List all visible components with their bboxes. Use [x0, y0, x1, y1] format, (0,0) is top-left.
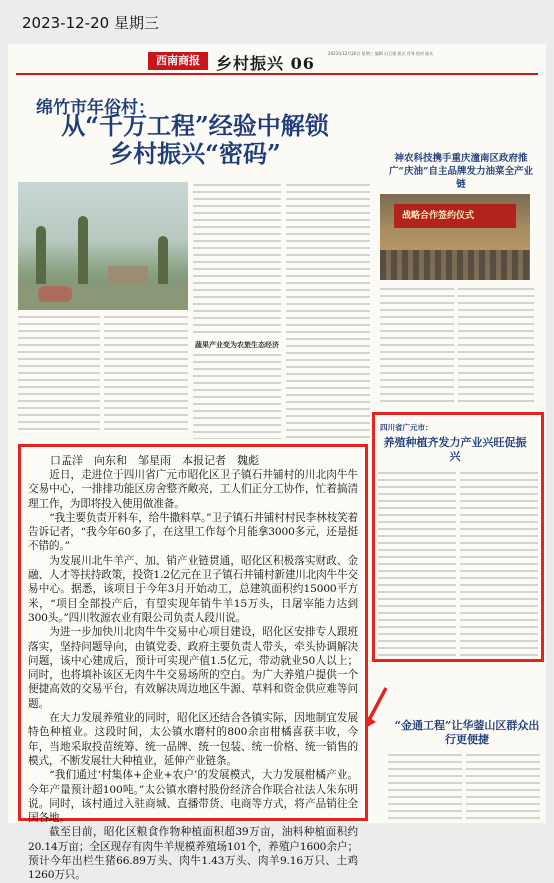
lead-subhead: 蔬果产业变为农旅生态经济 — [195, 340, 279, 349]
lead-headline: 从“千万工程”经验中解锁乡村振兴“密码” — [61, 111, 329, 168]
body-text-col — [458, 288, 534, 406]
body-text-col — [193, 354, 281, 439]
body-text-col — [193, 184, 281, 334]
body-text-col — [104, 316, 188, 434]
body-text-col — [380, 288, 454, 406]
photo-banner-text: 战略合作签约仪式 — [402, 211, 475, 221]
article-paragraph: “我主要负责开料车，给牛撒料草。”卫子镇石井铺村村民李林枝笑着告诉记者，“我今年60多了，在这里工作每个月能拿3000多元，还是挺不错的。” — [28, 511, 358, 553]
masthead — [8, 44, 546, 74]
edition-info: 2023年12月20日 星期三 编辑 冯卫强 版式 肖琴 校对 陈凡 — [328, 51, 434, 56]
article-paragraph: 为进一步加快川北肉牛牛交易中心项目建设，昭化区安排专人跟班落实，坚持问题导向，由镇党委、政府主要负责人带头，牵头协调解决问题，该中心建成后，预计可实现产值1.5亿元，带动就业50人以上；同时，也将填补该区无肉牛牛交易场所的空白。为广大养殖户提供一个便捷高效的交易平台，有效解决周边地区牛源、草料和资金供应难等问题。 — [28, 626, 358, 710]
lead-kicker: 绵竹市年俗村： — [36, 98, 155, 118]
article-paragraph: 截至目前，昭化区粮食作物种植面积超39万亩，油料种植面积约20.14万亩；全区现存有肉牛羊规模养殖场101个，养殖户1600余户；预计今年出栏生猪66.89万头、肉牛1.43万头、肉羊9.16万只、土鸡1260万只。 — [28, 826, 358, 882]
body-text-col — [460, 472, 538, 658]
status-date: 2023-12-20 星期三 — [22, 14, 159, 32]
box-kicker: 四川省广元市： — [380, 423, 433, 432]
section-title: 乡村振兴 06 — [216, 54, 315, 73]
article-paragraph: “我们通过‘村集体+企业+农户’的发展模式，大力发展柑橘产业。今年产量预计超100吨。”太公镇水磨村股份经济合作联合社法人朱东明说。同时，该村通过入驻商城、直播带货、电商等方式，将产品销往全国各地。 — [28, 769, 358, 825]
newspaper-page — [8, 44, 546, 882]
article-paragraph: 在大力发展养殖业的同时，昭化区还结合各镇实际，因地制宜发展特色种植业。这段时间，太公镇水磨村的800余亩柑橘喜获丰收，今年，当地采取投苗统筹、统一品牌、统一包装、统一价格、统一销售的模式，不断发展壮大种植业，延伸产业链条。 — [28, 712, 358, 767]
village-photo — [18, 182, 188, 310]
body-text-col — [286, 184, 370, 439]
featured-article — [18, 444, 368, 882]
paper-logo: 西南商报 — [148, 52, 208, 70]
body-text-col — [378, 472, 456, 658]
body-text-col — [466, 754, 540, 822]
right-top-headline: 神农科技携手重庆潼南区政府推广“庆油”自主品牌发力油菜全产业链 — [389, 153, 533, 190]
body-text-col — [388, 754, 462, 822]
box-headline: 养殖种植齐发力产业兴旺促振兴 — [383, 436, 527, 463]
bottom-headline: “金通工程”让华蓥山区群众出行更便捷 — [394, 719, 540, 746]
article-paragraph: 近日，走进位于四川省广元市昭化区卫子镇石井铺村的川北肉牛牛交易中心，一排排功能区房舍整齐敞亮，工人们正分工协作，忙着搞清理工作，为即将投入使用做准备。 — [28, 469, 358, 510]
article-byline: 口孟洋 向东和 邹星雨 本报记者 魏彪 — [50, 454, 259, 467]
article-paragraph: 为发展川北牛羊产、加、销产业链贯通，昭化区积极落实财政、金融、人才等扶持政策，投资1.2亿元在卫子镇石井铺村新建川北肉牛牛交易中心。据悉，该项目于今年3月开始动工，总建筑面积约15000平方米，“项目全部投产后，有望实现年销牛羊15万头，日屠宰能力达到300头。”四川牧源农业有限公司负责人段川说。 — [28, 554, 358, 624]
masthead-rule — [16, 73, 538, 75]
body-text-col — [18, 316, 100, 434]
ceremony-photo — [380, 194, 530, 280]
